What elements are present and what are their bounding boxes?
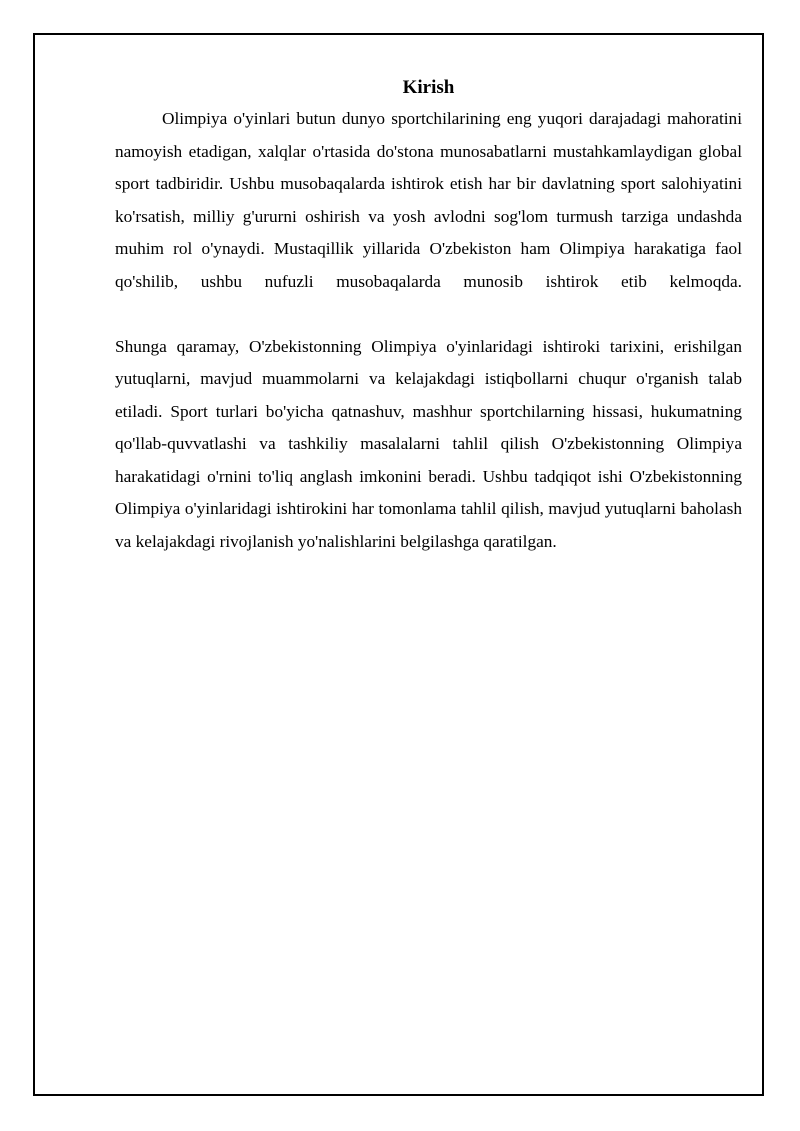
document-body — [115, 74, 742, 558]
paragraph-spacer — [115, 298, 742, 331]
section-title: Kirish — [402, 77, 455, 98]
paragraph-intro: Olimpiya o'yinlari butun dunyo sportchilarining eng yuqori darajadagi mahoratini namoyish etadigan, xalqlar o'rtasida do'stona munosabatlarni mustahkamlaydigan global sport tadbiridir. Ushbu musobaqalarda ishtirok etish har bir davlatning sport salohiyatini ko'rsatish, milliy g'ururni oshirish va yosh avlodni sog'lom turmush tarziga undashda muhim rol o'ynaydi. Mustaqillik yillarida O'zbekiston ham Olimpiya harakatiga faol qo'shilib, ushbu nufuzli musobaqalarda munosib ishtirok etib kelmoqda. — [115, 109, 742, 291]
paragraph-body: Shunga qaramay, O'zbekistonning Olimpiya o'yinlaridagi ishtiroki tarixini, erishilgan yutuqlarni, mavjud muammolarni va kelajakdagi istiqbollarni chuqur o'rganish talab etiladi. Sport turlari bo'yicha qatnashuv, mashhur sportchilarning hissasi, hukumatning qo'llab-quvvatlashi va tashkiliy masalalarni tahlil qilish O'zbekistonning Olimpiya harakatidagi o'rnini to'liq anglash imkonini beradi. Ushbu tadqiqot ishi O'zbekistonning Olimpiya o'yinlaridagi ishtirokini har tomonlama tahlil qilish, mavjud yutuqlarni baholash va kelajakdagi rivojlanish yo'nalishlarini belgilashga qaratilgan. — [115, 336, 742, 551]
